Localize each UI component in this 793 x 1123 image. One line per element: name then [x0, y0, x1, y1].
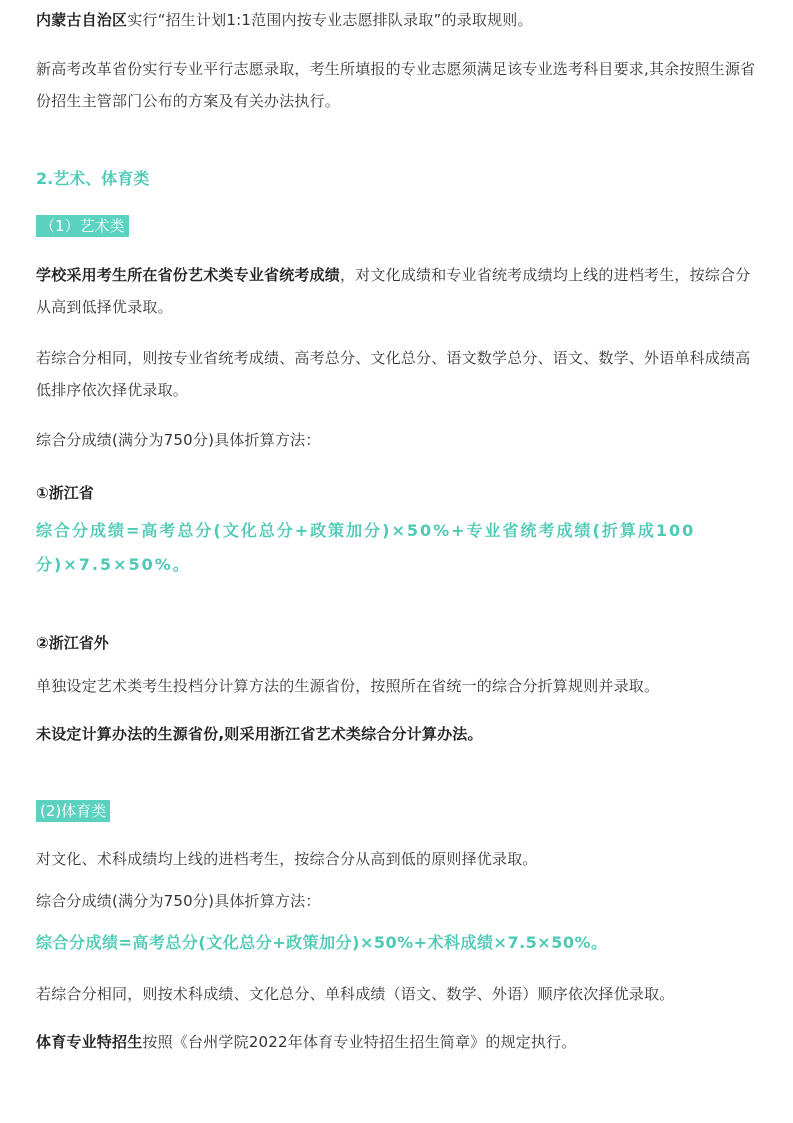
paragraph-tie-rule: 若综合分相同，则按专业省统考成绩、高考总分、文化总分、语文数学总分、语文、数学、外语单科成绩高低排序依次择优录取。	[36, 349, 751, 399]
paragraph-new-gaokao: 新高考改革省份实行专业平行志愿录取，考生所填报的专业志愿须满足该专业选考科目要求,其余按照生源省份招生主管部门公布的方案及有关办法执行。	[36, 60, 756, 110]
bold-special-recruit: 体育专业特招生	[36, 1033, 143, 1051]
paragraph-text: 按照《台州学院2022年体育专业特招生招生简章》的规定执行。	[142, 1033, 577, 1051]
paragraph-art-rule	[36, 259, 758, 323]
formula-sport: 综合分成绩=高考总分(文化总分+政策加分)×50%+术科成绩×7.5×50%。	[36, 933, 608, 952]
paragraph-special-recruit	[36, 1026, 758, 1058]
bold-region: 内蒙古自治区	[36, 11, 128, 29]
bold-rule: 学校采用考生所在省份艺术类专业省统考成绩	[36, 266, 341, 284]
formula-zhejiang: 综合分成绩=高考总分(文化总分+政策加分)×50%+专业省统考成绩(折算成100分)×7.5×50%。	[36, 521, 696, 574]
subheading-outside-zhejiang: ②浙江省外	[36, 634, 109, 652]
paragraph-sport-tie-rule: 若综合分相同，则按术科成绩、文化总分、单科成绩（语文、数学、外语）顺序依次择优录取。	[36, 985, 675, 1003]
paragraph-inner-mongolia	[36, 4, 758, 36]
paragraph-separate-method: 单独设定艺术类考生投档分计算方法的生源省份，按照所在省统一的综合分折算规则并录取。	[36, 677, 660, 695]
paragraph-default-method: 未设定计算办法的生源省份,则采用浙江省艺术类综合分计算办法。	[36, 725, 483, 743]
section-heading-art-sport: 2.艺术、体育类	[36, 169, 150, 188]
paragraph-text: ，对文化成绩和专业省统考成绩均上线的进档考生，按综合分从高到低择优录取。	[36, 266, 751, 316]
art-category-tag: （1）艺术类	[36, 215, 129, 237]
paragraph-text: 实行“招生计划1:1范围内按专业志愿排队录取”的录取规则。	[127, 11, 533, 29]
paragraph-sport-rule: 对文化、术科成绩均上线的进档考生，按综合分从高到低的原则择优录取。	[36, 850, 538, 868]
subheading-zhejiang: ①浙江省	[36, 484, 94, 502]
paragraph-score-method: 综合分成绩(满分为750分)具体折算方法：	[36, 431, 321, 449]
sport-category-tag: (2)体育类	[36, 800, 110, 822]
paragraph-sport-score-method: 综合分成绩(满分为750分)具体折算方法：	[36, 892, 321, 910]
